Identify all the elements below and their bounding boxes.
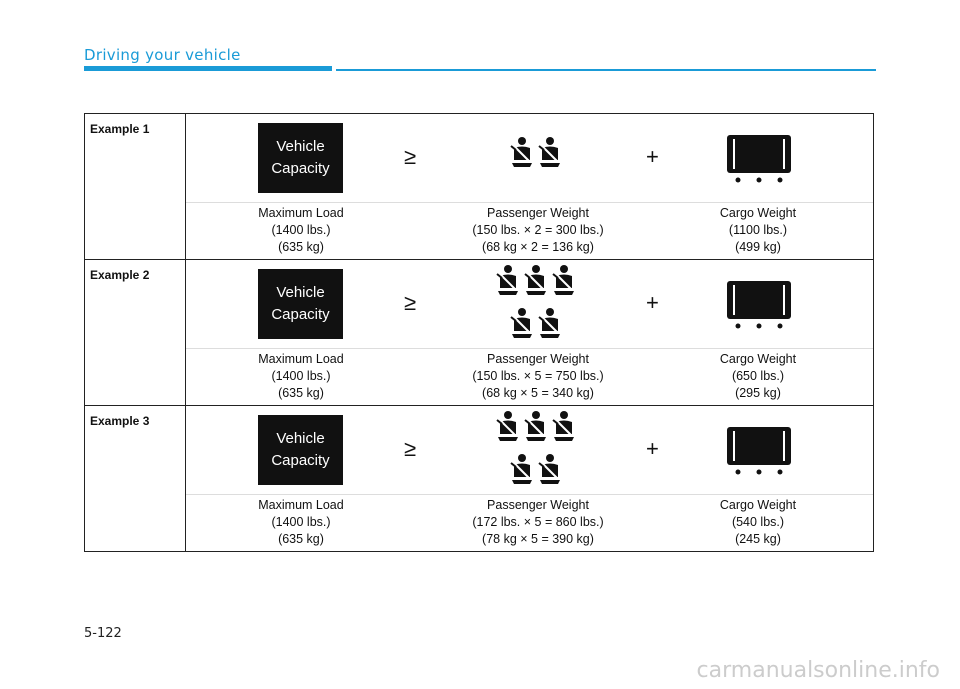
greater-or-equal-sign: ≥ — [404, 144, 417, 169]
passenger-icons — [491, 264, 581, 344]
vehicle-capacity-box — [258, 269, 343, 339]
greater-or-equal-sign: ≥ — [404, 436, 417, 461]
maximum-load-caption-line: (635 kg) — [278, 532, 324, 546]
maximum-load-caption-line: (1400 lbs.) — [271, 223, 331, 237]
seatbelt-passenger-icon — [550, 410, 578, 442]
section-bar-thick — [84, 66, 332, 71]
plus-sign: + — [646, 436, 659, 461]
cargo-cart-icon — [726, 280, 792, 330]
passenger-icons — [491, 136, 581, 173]
seatbelt-passenger-icon — [522, 264, 550, 296]
maximum-load-caption-line: Maximum Load — [258, 498, 344, 512]
cargo-weight-caption-line: Cargo Weight — [719, 206, 797, 220]
seatbelt-passenger-icon — [550, 264, 578, 296]
vehicle-capacity-line: Capacity — [271, 160, 330, 177]
passenger-weight-caption-line: Passenger Weight — [487, 206, 589, 220]
cargo-weight-caption-line: (245 kg) — [735, 532, 781, 546]
seatbelt-passenger-icon — [536, 453, 564, 485]
example-label: Example 2 — [90, 268, 150, 282]
maximum-load-caption-line: (635 kg) — [278, 386, 324, 400]
vehicle-capacity-line: Vehicle — [276, 430, 325, 447]
passenger-icons — [491, 410, 581, 490]
vehicle-capacity-line: Capacity — [271, 306, 330, 323]
row-separator — [186, 494, 873, 495]
example-label: Example 1 — [90, 122, 150, 136]
cargo-weight-caption-line: Cargo Weight — [719, 352, 797, 366]
seatbelt-passenger-icon — [536, 136, 564, 168]
watermark: carmanualsonline.info — [696, 658, 940, 683]
cargo-weight-caption-line: (1100 lbs.) — [728, 223, 788, 237]
example-row — [85, 114, 874, 260]
example-label-cell — [85, 260, 186, 406]
passenger-weight-caption-line: (68 kg × 5 = 340 kg) — [482, 386, 594, 400]
maximum-load-caption-line: Maximum Load — [258, 352, 344, 366]
example-content — [186, 114, 874, 260]
section-title: Driving your vehicle — [84, 46, 241, 64]
seatbelt-passenger-icon — [494, 264, 522, 296]
passenger-weight-caption-line: Passenger Weight — [487, 498, 589, 512]
passenger-weight-caption-line: (150 lbs. × 2 = 300 lbs.) — [472, 223, 604, 237]
passenger-weight-caption — [438, 351, 638, 402]
passenger-weight-caption-line: (78 kg × 5 = 390 kg) — [482, 532, 594, 546]
example-content — [186, 406, 874, 552]
example-content — [186, 260, 874, 406]
cargo-weight-caption-line: (499 kg) — [735, 240, 781, 254]
example-row — [85, 260, 874, 406]
cargo-weight-caption-line: (540 lbs.) — [731, 515, 785, 529]
row-separator — [186, 202, 873, 203]
maximum-load-caption-line: Maximum Load — [258, 206, 344, 220]
load-examples-table — [84, 113, 874, 552]
vehicle-capacity-line: Capacity — [271, 452, 330, 469]
example-label-cell — [85, 406, 186, 552]
maximum-load-caption-line: (1400 lbs.) — [271, 369, 331, 383]
page-number: 5-122 — [84, 626, 122, 641]
vehicle-capacity-box — [258, 415, 343, 485]
maximum-load-caption — [241, 351, 361, 402]
passenger-weight-caption-line: Passenger Weight — [487, 352, 589, 366]
maximum-load-caption-line: (635 kg) — [278, 240, 324, 254]
passenger-weight-caption-line: (172 lbs. × 5 = 860 lbs.) — [472, 515, 604, 529]
passenger-weight-caption — [438, 497, 638, 548]
cargo-weight-caption — [698, 205, 818, 256]
section-bar-thin — [336, 69, 876, 71]
passenger-weight-caption-line: (68 kg × 2 = 136 kg) — [482, 240, 594, 254]
cargo-cart-icon — [726, 134, 792, 184]
plus-sign: + — [646, 144, 659, 169]
plus-sign: + — [646, 290, 659, 315]
passenger-weight-caption-line: (150 lbs. × 5 = 750 lbs.) — [472, 369, 604, 383]
cargo-weight-caption-line: Cargo Weight — [719, 498, 797, 512]
example-label-cell — [85, 114, 186, 260]
cargo-weight-caption-line: (295 kg) — [735, 386, 781, 400]
example-label: Example 3 — [90, 414, 150, 428]
cargo-weight-caption — [698, 497, 818, 548]
vehicle-capacity-box — [258, 123, 343, 193]
maximum-load-caption-line: (1400 lbs.) — [271, 515, 331, 529]
row-separator — [186, 348, 873, 349]
cargo-weight-caption-line: (650 lbs.) — [731, 369, 785, 383]
seatbelt-passenger-icon — [536, 307, 564, 339]
seatbelt-passenger-icon — [508, 136, 536, 168]
maximum-load-caption — [241, 205, 361, 256]
seatbelt-passenger-icon — [494, 410, 522, 442]
seatbelt-passenger-icon — [508, 453, 536, 485]
greater-or-equal-sign: ≥ — [404, 290, 417, 315]
vehicle-capacity-line: Vehicle — [276, 284, 325, 301]
cargo-cart-icon — [726, 426, 792, 476]
seatbelt-passenger-icon — [508, 307, 536, 339]
cargo-weight-caption — [698, 351, 818, 402]
seatbelt-passenger-icon — [522, 410, 550, 442]
example-row — [85, 406, 874, 552]
maximum-load-caption — [241, 497, 361, 548]
vehicle-capacity-line: Vehicle — [276, 138, 325, 155]
passenger-weight-caption — [438, 205, 638, 256]
